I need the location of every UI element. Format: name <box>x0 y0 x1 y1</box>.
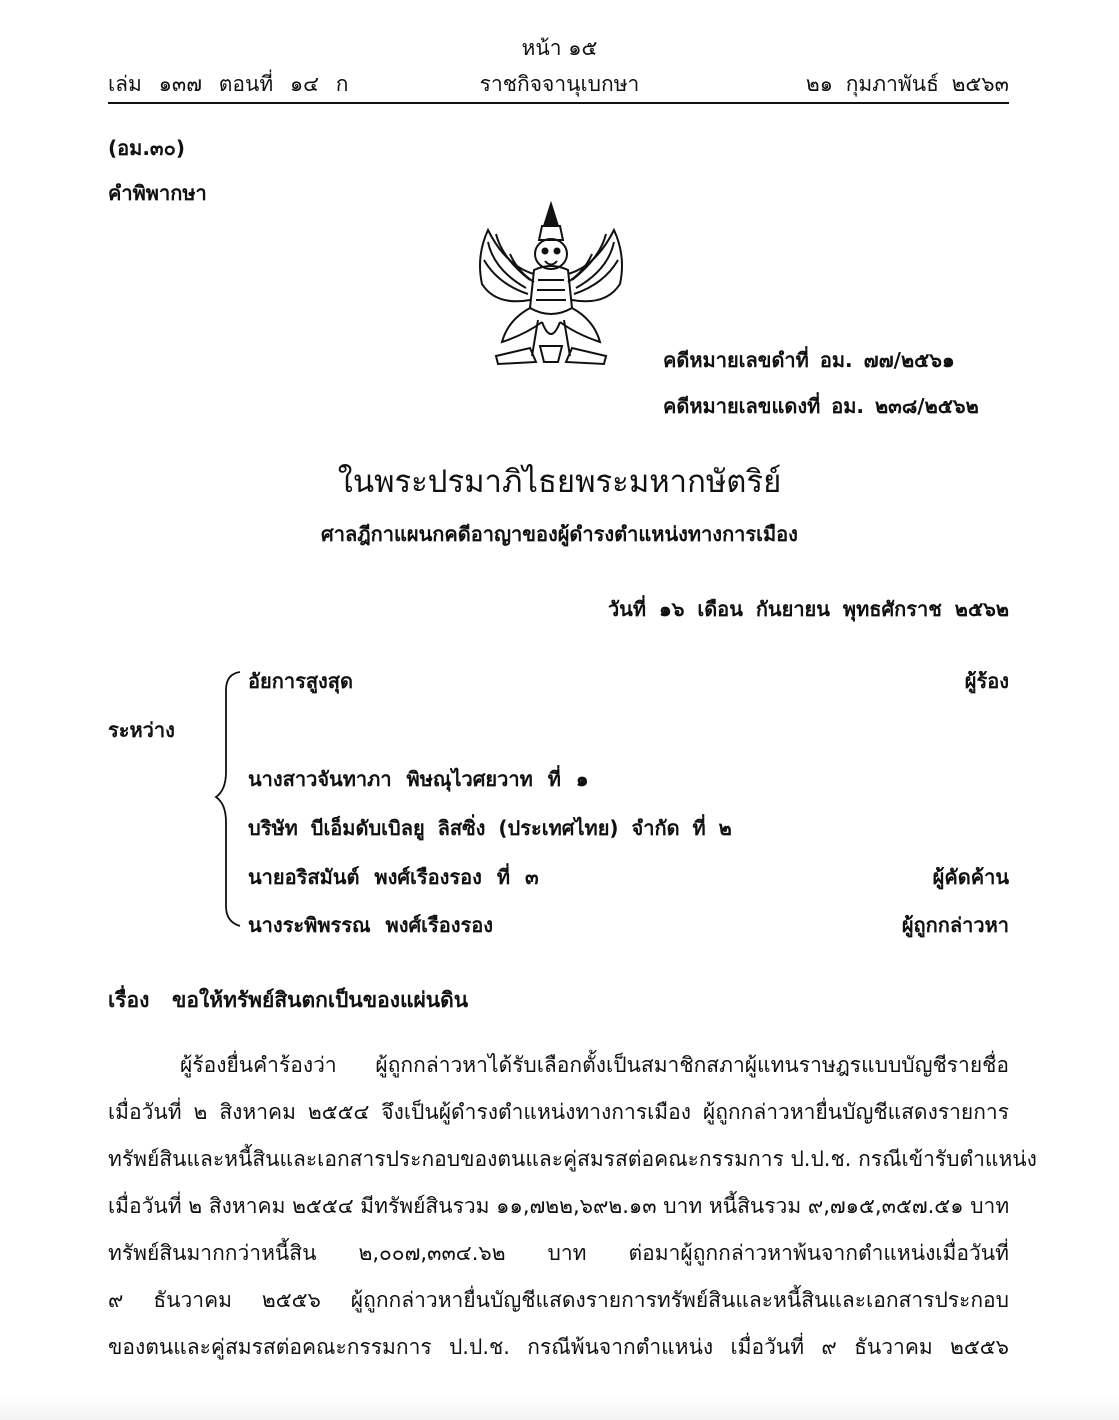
royal-heading: ในพระปรมาภิไธยพระมหากษัตริย์ <box>337 464 782 500</box>
body-line: ของตนและคู่สมรสต่อคณะกรรมการ ป.ป.ช. กรณีพ้นจากตำแหน่ง เมื่อวันที่ ๙ ธันวาคม ๒๕๕๖ <box>108 1335 1009 1359</box>
parties-brace-icon <box>212 668 246 934</box>
garuda-emblem-icon <box>468 196 634 370</box>
body-line: ทรัพย์สินและหนี้สินและเอกสารประกอบของตนและคู่สมรสต่อคณะกรรมการ ป.ป.ช. กรณีเข้ารับตำแหน่ง <box>108 1147 1037 1171</box>
subject-label: เรื่อง <box>108 988 150 1012</box>
page-bottom-shadow <box>0 1396 1119 1420</box>
form-code: (อม.๓๐) <box>108 136 185 160</box>
body-line: ๙ ธันวาคม ๒๕๕๖ ผู้ถูกกล่าวหายื่นบัญชีแสดงรายการทรัพย์สินและหนี้สินและเอกสารประกอบ <box>108 1288 1009 1312</box>
body-line: เมื่อวันที่ ๒ สิงหาคม ๒๕๕๔ จึงเป็นผู้ดำรงตำแหน่งทางการเมือง ผู้ถูกกล่าวหายื่นบัญชีแสดงรายการ <box>108 1100 1009 1124</box>
petitioner-name: อัยการสูงสุด <box>248 669 353 693</box>
objector-3: นายอริสมันต์ พงศ์เรืองรอง ที่ ๓ <box>248 865 539 889</box>
between-label: ระหว่าง <box>108 718 175 742</box>
petitioner-role: ผู้ร้อง <box>964 669 1009 693</box>
header-rule <box>108 102 1009 104</box>
body-line: เมื่อวันที่ ๒ สิงหาคม ๒๕๕๔ มีทรัพย์สินรวม ๑๑,๗๒๒,๖๙๒.๑๓ บาท หนี้สินรวม ๙,๗๑๕,๓๕๗.๕๑ บาท <box>108 1194 1010 1218</box>
body-paragraph <box>108 1042 1037 1371</box>
document-type: คำพิพากษา <box>108 181 207 205</box>
black-case-number: คดีหมายเลขดำที่ อม. ๗๗/๒๕๖๑ <box>663 348 955 372</box>
objector-2: บริษัท บีเอ็มดับเบิลยู ลิสซิ่ง (ประเทศไทย) จำกัด ที่ ๒ <box>248 816 732 840</box>
accused-role: ผู้ถูกกล่าวหา <box>901 913 1009 937</box>
body-line: ทรัพย์สินมากกว่าหนี้สิน ๒,๐๐๗,๓๓๔.๖๒ บาท ต่อมาผู้ถูกกล่าวหาพ้นจากตำแหน่งเมื่อวันที่ <box>108 1241 1009 1265</box>
accused-name: นางระพิพรรณ พงศ์เรืองรอง <box>248 913 494 937</box>
red-case-number: คดีหมายเลขแดงที่ อม. ๒๓๘/๒๕๖๒ <box>663 394 979 418</box>
objector-1: นางสาวจันทาภา พิษณุไวศยวาท ที่ ๑ <box>248 767 589 791</box>
court-name: ศาลฎีกาแผนกคดีอาญาของผู้ดำรงตำแหน่งทางการเมือง <box>321 522 798 546</box>
publication-date: ๒๑ กุมภาพันธ์ ๒๕๖๓ <box>805 72 1009 96</box>
judgment-date: วันที่ ๑๖ เดือน กันยายน พุทธศักราช ๒๕๖๒ <box>607 597 1009 621</box>
subject-text: ขอให้ทรัพย์สินตกเป็นของแผ่นดิน <box>172 988 469 1012</box>
gazette-name: ราชกิจจานุเบกษา <box>479 72 640 96</box>
objectors-role: ผู้คัดค้าน <box>932 865 1009 889</box>
volume-issue: เล่ม ๑๓๗ ตอนที่ ๑๔ ก <box>108 72 349 96</box>
page-number: หน้า ๑๕ <box>521 36 598 60</box>
body-line: ผู้ร้องยื่นคำร้องว่า ผู้ถูกกล่าวหาได้รับเลือกตั้งเป็นสมาชิกสภาผู้แทนราษฎรแบบบัญชีรายชื่อ <box>180 1053 1009 1077</box>
